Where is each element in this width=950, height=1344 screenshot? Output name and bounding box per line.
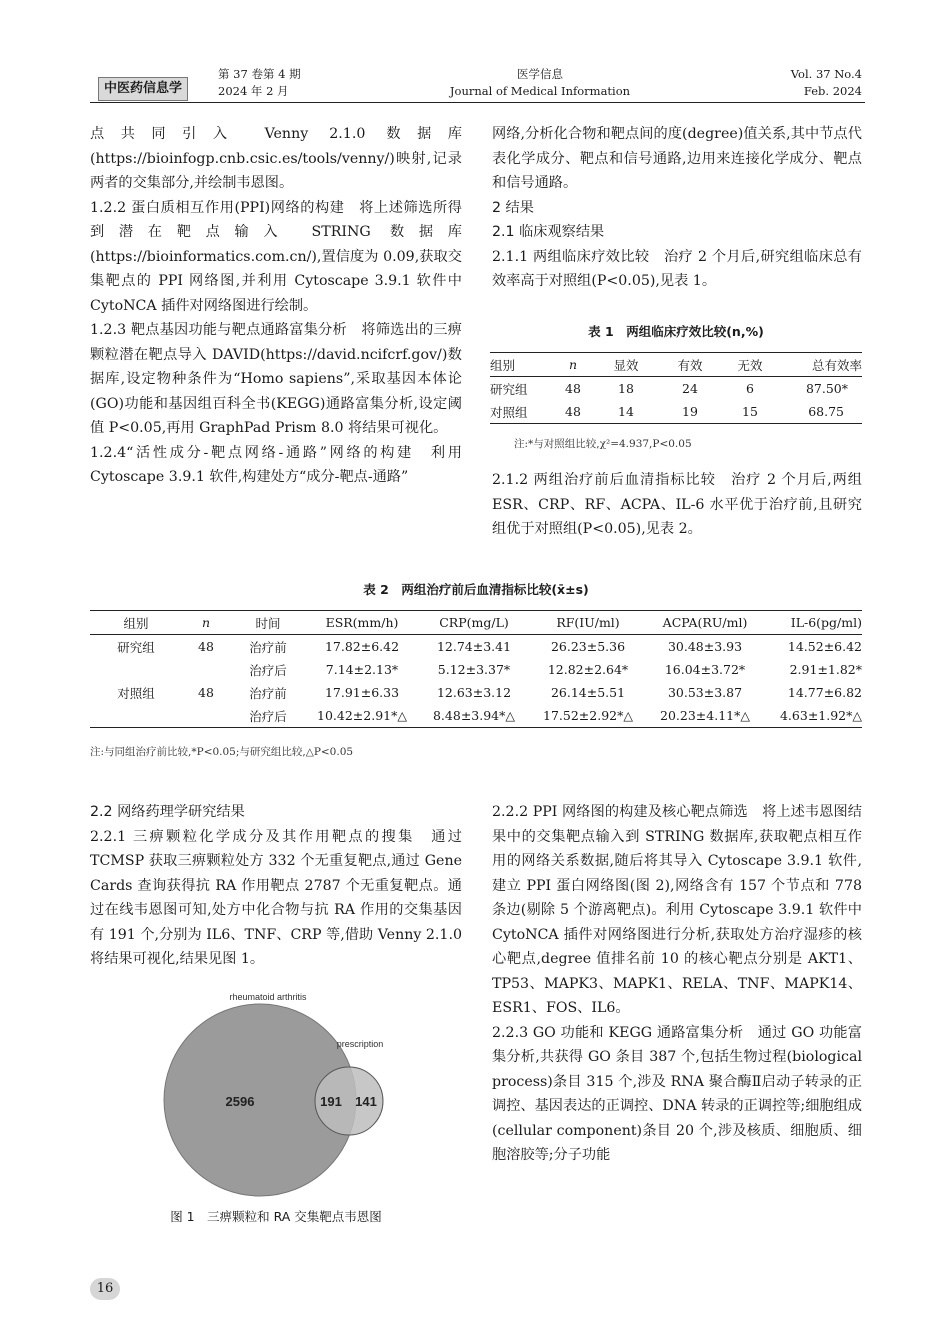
table2-header: IL-6(pg/ml) xyxy=(790,615,862,630)
table-cell: 对照组 xyxy=(117,685,155,701)
table2-header: 组别 xyxy=(123,615,149,631)
table-cell: 48 xyxy=(198,685,214,700)
table-cell: 治疗后 xyxy=(249,708,287,724)
left-column-bottom xyxy=(90,800,462,972)
section-tag: 中医药信息学 xyxy=(98,77,188,101)
table1-caption: 表 1 两组临床疗效比较(n,%) xyxy=(588,324,764,339)
table-cell: 18 xyxy=(618,381,634,396)
paragraph: 1.2.2 蛋白质相互作用(PPI)网络的构建 将上述筛选所得到潜在靶点输入 STRING 数据库(https://bioinformatics.com.cn/),置信度为 0.09,获取交集靶点的 PPI 网络图,并利用 Cytoscape 3.9.1 软件中 CytoNCA 插件对网络图进行绘制。 xyxy=(90,199,462,314)
table1-header: 组别 xyxy=(490,357,516,373)
paragraph: 2.2.3 GO 功能和 KEGG 通路富集分析 通过 GO 功能富集分析,共获得 GO 条目 387 个,包括生物过程(biological process)条目 315 个,涉及 RNA 聚合酶Ⅱ启动子转录的正调控、基因表达的正调控、DNA 转录的正调控等;细胞组成(cellular component)条目 20 个,涉及核质、细胞质、细胞溶胶等;分子功能 xyxy=(492,1024,862,1163)
table-cell: 12.74±3.41 xyxy=(436,639,512,654)
table2 xyxy=(90,610,862,728)
table1-header: n xyxy=(568,357,578,372)
table2-header: ESR(mm/h) xyxy=(325,615,399,630)
table1 xyxy=(490,352,862,424)
table1-note: 注:*与对照组比较,χ²=4.937,P<0.05 xyxy=(514,438,692,450)
volume-info: Vol. 37 No.4 Feb. 2024 xyxy=(790,67,862,98)
table-cell: 48 xyxy=(565,381,581,396)
venn-count-intersection: 191 xyxy=(320,1094,342,1109)
table1-header-row xyxy=(490,353,862,377)
table-cell: 17.91±6.33 xyxy=(324,685,400,700)
table-cell: 16.04±3.72* xyxy=(664,662,746,677)
table-cell: 19 xyxy=(682,404,698,419)
right-column-mid xyxy=(492,468,862,542)
subsection-heading: 2.2 网络药理学研究结果 xyxy=(90,804,245,820)
table-cell: 87.50* xyxy=(805,381,848,396)
table-cell: 26.14±5.51 xyxy=(550,685,626,700)
page-number: 16 xyxy=(90,1278,120,1300)
table-cell: 17.82±6.42 xyxy=(324,639,400,654)
table-cell: 7.14±2.13* xyxy=(325,662,399,677)
table-cell: 30.48±3.93 xyxy=(667,639,743,654)
subsection-heading: 2.1 临床观察结果 xyxy=(492,224,605,240)
table-cell xyxy=(90,658,182,681)
table2-header: CRP(mg/L) xyxy=(439,615,509,630)
paragraph: 1.2.3 靶点基因功能与靶点通路富集分析 将筛选出的三痹颗粒潜在靶点导入 DAVID(https://david.ncifcrf.gov/)数据库,设定物种条件为“Homo sapiens”,采取基因本体论(GO)功能和基因组百科全书(KEGG)通路富集分析,设定阈值 P<0.05,再用 GraphPad Prism 8.0 将结果可视化。 xyxy=(90,322,462,436)
table-cell xyxy=(90,704,182,728)
paragraph: 2.2.1 三痹颗粒化学成分及其作用靶点的搜集 通过 TCMSP 获取三痹颗粒处方 332 个无重复靶点,通过 Gene Cards 查询获得抗 RA 作用靶点 2787 个无重复靶点。通过在线韦恩图可知,处方中化合物与抗 RA 作用的交集基因有 191 个,分别为 IL6、TNF、CRP 等,借助 Venny 2.1.0 将结果可视化,结果见图 1。 xyxy=(90,828,462,967)
table-cell: 17.52±2.92*△ xyxy=(543,708,633,723)
table-cell xyxy=(182,658,230,681)
venn-diagram xyxy=(150,990,410,1200)
paragraph: 1.2.4“活性成分-靶点网络-通路”网络的构建 利用 Cytoscape 3.9.1 软件,构建处方“成分-靶点-通路” xyxy=(90,444,462,485)
table-cell: 24 xyxy=(682,381,698,396)
table2-header: 时间 xyxy=(255,615,281,631)
table-row xyxy=(90,658,862,681)
table-cell: 30.53±3.87 xyxy=(667,685,743,700)
paragraph: 2.2.2 PPI 网络图的构建及核心靶点筛选 将上述韦恩图结果中的交集靶点输入到 STRING 数据库,获取靶点相互作用的网络关系数据,随后将其导入 Cytoscape 3.9.1 软件,建立 PPI 蛋白网络图(图 2),网络含有 157 个节点和 778 条边(剔除 5 个游离靶点)。利用 Cytoscape 3.9.1 软件中 CytoNCA 插件对网络图进行分析,获取处方治疗湿疹的核心靶点,degree 值排名前 10 的核心靶点分别是 AKT1、TP53、MAPK3、MAPK1、RELA、TNF、MAPK14、ESR1、FOS、IL6。 xyxy=(492,804,862,1016)
table-row xyxy=(90,635,862,659)
table-cell: 6 xyxy=(746,381,754,396)
table1-header: 有效 xyxy=(677,357,703,373)
table-cell: 治疗前 xyxy=(249,639,287,655)
table-cell: 治疗前 xyxy=(249,685,287,701)
table2-header: n xyxy=(201,615,211,630)
table-cell: 对照组 xyxy=(490,404,528,420)
venn-label-ra: rheumatoid arthritis xyxy=(229,992,307,1002)
paragraph: 点共同引入 Venny 2.1.0 数据库(https://bioinfogp.cnb.csic.es/tools/venny/)映射,记录两者的交集部分,并绘制韦恩图。 xyxy=(90,126,462,191)
header-rule xyxy=(90,102,865,103)
table-row xyxy=(90,681,862,704)
table-cell: 20.23±4.11*△ xyxy=(660,708,750,723)
table2-header: ACPA(RU/ml) xyxy=(662,615,748,630)
left-column-top xyxy=(90,122,462,490)
journal-title: 医学信息 Journal of Medical Information xyxy=(449,67,631,98)
figure1-caption: 图 1 三痹颗粒和 RA 交集靶点韦恩图 xyxy=(170,1209,382,1224)
table-cell: 14.77±6.82 xyxy=(787,685,862,700)
table-cell: 2.91±1.82* xyxy=(789,662,862,677)
table1-header: 显效 xyxy=(613,357,639,373)
paragraph: 2.1.2 两组治疗前后血清指标比较 治疗 2 个月后,两组 ESR、CRP、RF、ACPA、IL-6 水平优于治疗前,且研究组优于对照组(P<0.05),见表 2。 xyxy=(492,472,862,537)
table-cell: 10.42±2.91*△ xyxy=(317,708,407,723)
paragraph: 2.1.1 两组临床疗效比较 治疗 2 个月后,研究组临床总有效率高于对照组(P<0.05),见表 1。 xyxy=(492,248,862,289)
venn-label-prescription: prescription xyxy=(336,1039,384,1049)
table-cell: 15 xyxy=(742,404,758,419)
section-heading: 2 结果 xyxy=(492,199,534,216)
table-cell: 68.75 xyxy=(808,404,844,419)
table-cell: 48 xyxy=(565,404,581,419)
table-cell: 14 xyxy=(618,404,634,419)
table2-caption: 表 2 两组治疗前后血清指标比较(x̄±s) xyxy=(363,582,589,597)
table-cell: 8.48±3.94*△ xyxy=(432,708,515,723)
table-cell: 研究组 xyxy=(117,639,155,655)
table-cell: 研究组 xyxy=(490,381,528,397)
table1-header: 无效 xyxy=(737,357,763,373)
right-column-bottom xyxy=(492,800,862,1168)
table-cell: 12.63±3.12 xyxy=(436,685,512,700)
table-cell xyxy=(182,704,230,728)
table1-header: 总有效率 xyxy=(811,357,862,373)
issue-info: 第 37 卷第 4 期 2024 年 2 月 xyxy=(218,67,301,98)
paragraph: 网络,分析化合物和靶点间的度(degree)值关系,其中节点代表化学成分、靶点和信号通路,边用来连接化学成分、靶点和信号通路。 xyxy=(492,126,862,191)
table2-header: RF(IU/ml) xyxy=(556,615,620,630)
table-row xyxy=(490,377,862,401)
venn-count-ra-only: 2596 xyxy=(225,1094,255,1109)
table2-note: 注:与同组治疗前比较,*P<0.05;与研究组比较,△P<0.05 xyxy=(90,746,354,758)
right-column-top xyxy=(492,122,862,294)
table-row xyxy=(90,704,862,728)
venn-count-prescription-only: 141 xyxy=(355,1094,377,1109)
table-row xyxy=(490,400,862,424)
table2-header-row xyxy=(90,611,862,635)
table-cell: 12.82±2.64* xyxy=(547,662,629,677)
table-cell: 治疗后 xyxy=(249,662,287,678)
table-cell: 26.23±5.36 xyxy=(550,639,626,654)
table-cell: 14.52±6.42 xyxy=(787,639,862,654)
table-cell: 5.12±3.37* xyxy=(437,662,511,677)
table-cell: 4.63±1.92*△ xyxy=(779,708,862,723)
table-cell: 48 xyxy=(198,639,214,654)
